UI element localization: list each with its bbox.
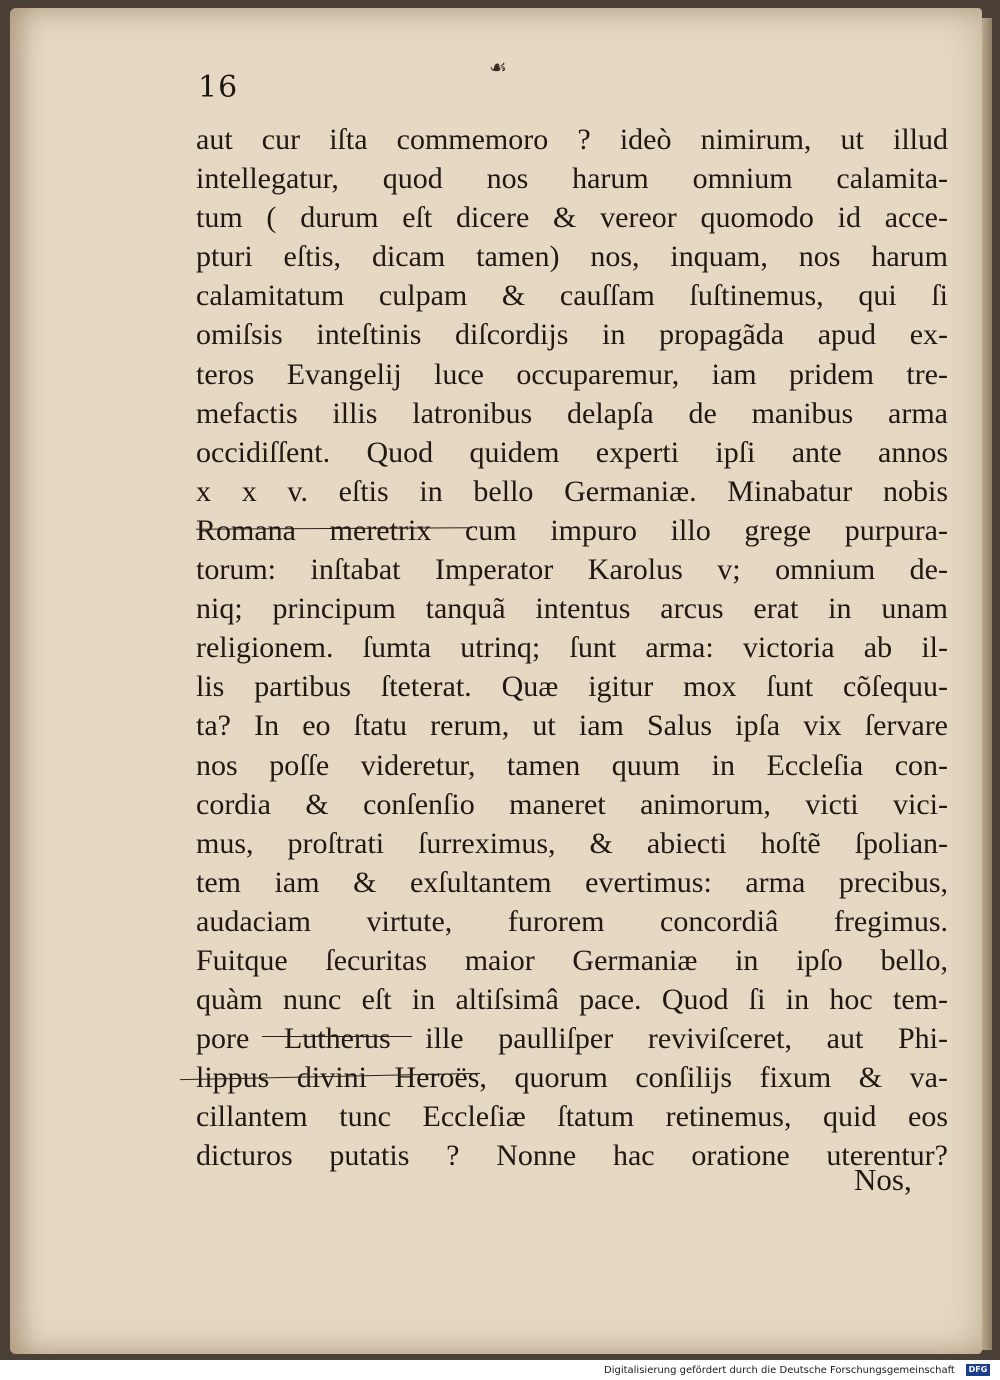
dfg-logo-icon: DFG	[966, 1364, 990, 1376]
text-line: quàm nunc eſt in altiſsimâ pace. Quod ſi in hoc tem-	[196, 983, 948, 1017]
text-line: nos poſſe videretur, tamen quum in Eccleſia con-	[196, 748, 948, 782]
funding-notice: Digitalisierung gefördert durch die Deutsche Forschungsgemeinschaft	[604, 1365, 955, 1376]
text-line: occidiſſent. Quod quidem experti ipſi ante annos	[196, 435, 948, 469]
text-line: Fuitque ſecuritas maior Germaniæ in ipſo bello,	[196, 943, 948, 977]
text-line: tem iam & exſultantem evertimus: arma precibus,	[196, 865, 948, 899]
page-number: 16	[198, 70, 239, 105]
handwritten-underline	[262, 1036, 412, 1037]
text-line: aut cur iſta commemoro ? ideò nimirum, ut illud	[196, 123, 948, 156]
text-line: lippus divini Heroës, quorum conſilijs fixum & va-	[196, 1061, 948, 1095]
body-text	[196, 120, 948, 1176]
text-line: cordia & conſenſio maneret animorum, victi vici-	[196, 787, 948, 821]
text-line: religionem. ſumta utrinq; ſunt arma: victoria ab il-	[196, 631, 948, 665]
text-line: pore Lutherus ille paulliſper reviviſceret, aut Phi-	[196, 1022, 948, 1056]
text-line: lis partibus ſteterat. Quæ igitur mox ſunt cõſequu-	[196, 670, 948, 704]
text-line: calamitatum culpam & cauſſam ſuſtinemus, qui ſi	[196, 279, 948, 313]
text-line: pturi eſtis, dicam tamen) nos, inquam, nos harum	[196, 240, 948, 274]
text-line: cillantem tunc Eccleſiæ ſtatum retinemus, quid eos	[196, 1100, 948, 1134]
text-line: Romana meretrix cum impuro illo grege purpura-	[196, 513, 948, 547]
text-line: audaciam virtute, furorem concordiâ fregimus.	[196, 904, 948, 938]
text-line: niq; principum tanquã intentus arcus erat in unam	[196, 592, 948, 626]
ornament-glyph: ☙	[489, 55, 507, 79]
catchword: Nos,	[854, 1162, 912, 1197]
text-line: x x v. eſtis in bello Germaniæ. Minabatur nobis	[196, 474, 948, 508]
text-line: torum: inſtabat Imperator Karolus v; omnium de-	[196, 553, 948, 587]
text-line: teros Evangelij luce occuparemur, iam pridem tre-	[196, 357, 948, 391]
text-line: dicturos putatis ? Nonne hac oratione uterentur?	[196, 1139, 948, 1173]
text-line: mus, proſtrati ſurreximus, & abiecti hoſtẽ ſpolian-	[196, 826, 948, 860]
text-line: omiſsis inteſtinis diſcordijs in propagãda apud ex-	[196, 318, 948, 352]
text-line: ta? In eo ſtatu rerum, ut iam Salus ipſa vix ſervare	[196, 709, 948, 743]
text-line: mefactis illis latronibus delapſa de manibus arma	[196, 396, 948, 430]
text-line: intellegatur, quod nos harum omnium calamita-	[196, 162, 948, 196]
text-line: tum ( durum eſt dicere & vereor quomodo id acce-	[196, 201, 948, 235]
